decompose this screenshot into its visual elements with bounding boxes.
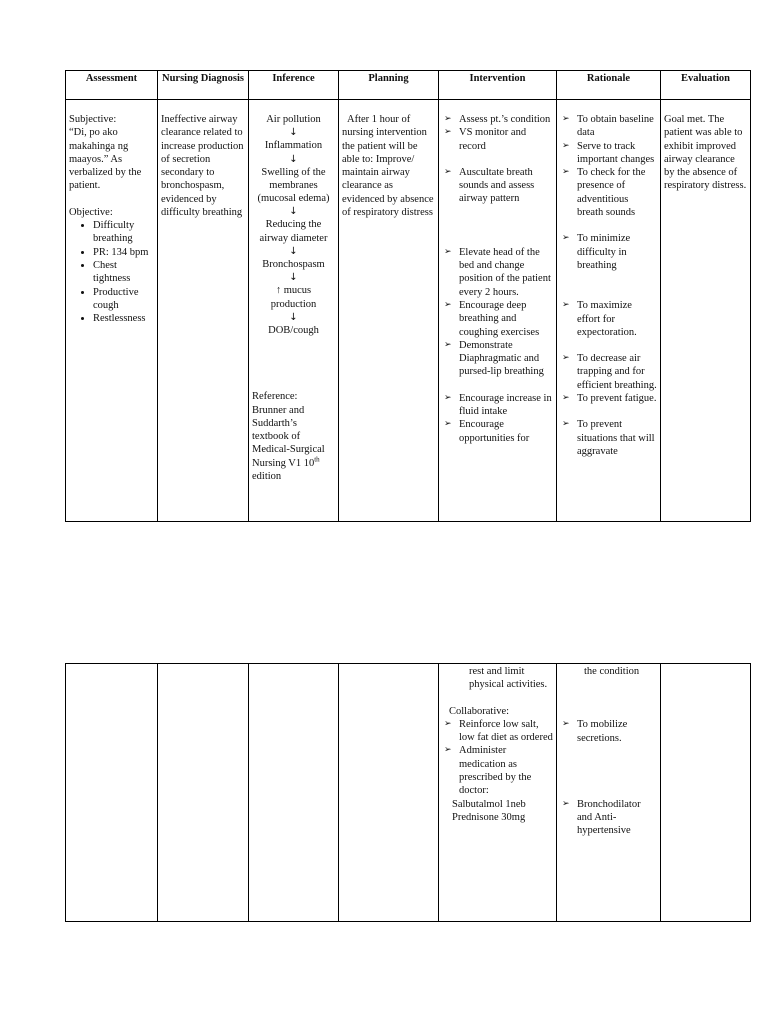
diagnosis-text: Ineffective airway clearance related to increase production of secretion secondary to bronchospasm, evidenced by difficulty breathing <box>161 114 244 219</box>
intervention-cell <box>439 100 557 522</box>
list-item: ➢ Auscultate breath sounds and assess airway pattern <box>442 166 553 206</box>
inference-cell <box>249 664 339 922</box>
list-item: ➢ To decrease air trapping and for efficient breathing. <box>560 352 657 392</box>
list-item: ➢ To mobilize secretions. <box>560 718 657 745</box>
list-item: ➢ Encourage opportunities for <box>442 418 553 445</box>
list-item: ➢ Encourage deep breathing and coughing exercises <box>442 299 553 339</box>
intervention-list <box>442 113 553 445</box>
list-item: ➢ To prevent fatigue. <box>560 392 657 405</box>
planning-cell <box>339 664 439 922</box>
inference-step: Bronchospasm <box>262 259 325 271</box>
header-row <box>66 71 751 100</box>
list-item: ➢ VS monitor and record <box>442 126 553 153</box>
inference-step: Reducing the airway diameter <box>259 219 328 244</box>
diagnosis-cell <box>158 100 249 522</box>
list-item: • Restlessness <box>93 312 154 325</box>
list-item: ➢ Assess pt.’s condition <box>442 113 553 126</box>
inference-step: DOB/cough <box>268 324 319 336</box>
evaluation-cell <box>661 100 751 522</box>
inference-step: Inflammation <box>264 140 323 152</box>
inference-step: ↑ mucus production <box>270 285 317 310</box>
subjective-text: “Di, po ako makahinga ng maayos.” As verbalized by the patient. <box>69 127 142 192</box>
down-arrow-icon: ↓ <box>289 246 298 258</box>
nursing-care-plan-table-continued <box>65 663 751 922</box>
header-planning: Planning <box>339 71 439 100</box>
table-row <box>66 100 751 522</box>
list-item: ➢ Serve to track important changes <box>560 140 657 167</box>
planning-text: After 1 hour of nursing intervention the patient will be able to: Improve/ maintain airway clearance as evidenced by absence of respiratory distress <box>342 114 434 219</box>
header-assessment: Assessment <box>66 71 158 100</box>
subjective-label: Subjective: <box>69 114 117 125</box>
assessment-cell <box>66 664 158 922</box>
header-nursing-diagnosis: Nursing Diagnosis <box>158 71 249 100</box>
header-inference: Inference <box>249 71 339 100</box>
intervention-continuation: rest and limit physical activities. <box>469 666 548 691</box>
intervention-cell <box>439 664 557 922</box>
down-arrow-icon: ↓ <box>289 153 298 165</box>
objective-label: Objective: <box>69 206 113 218</box>
evaluation-cell <box>661 664 751 922</box>
list-item: ➢ To prevent situations that will aggravate <box>560 418 657 458</box>
rationale-list <box>560 718 657 837</box>
rationale-list <box>560 113 657 458</box>
list-item: ➢ Elevate head of the bed and change position of the patient every 2 hours. <box>442 246 553 299</box>
rationale-cell <box>557 664 661 922</box>
inference-cell <box>249 100 339 522</box>
down-arrow-icon: ↓ <box>289 127 298 139</box>
down-arrow-icon: ↓ <box>289 272 298 284</box>
list-item: ➢ Bronchodilator and Anti-hypertensive <box>560 798 657 838</box>
medication-item: Salbutalmol 1neb <box>452 798 526 810</box>
list-item: ➢ To check for the presence of adventitious breath sounds <box>560 166 657 219</box>
planning-cell <box>339 100 439 522</box>
table-row <box>66 664 751 922</box>
header-intervention: Intervention <box>439 71 557 100</box>
down-arrow-icon: ↓ <box>289 206 298 218</box>
inference-step: Air pollution <box>266 114 321 125</box>
medication-item: Prednisone 30mg <box>452 811 526 823</box>
reference-text: Brunner and Suddarth’s textbook of Medical-Surgical Nursing V1 10th edition <box>252 404 325 483</box>
down-arrow-icon: ↓ <box>289 311 298 323</box>
collaborative-label: Collaborative: <box>449 705 510 717</box>
reference-label: Reference: <box>252 391 298 403</box>
list-item: ➢ To obtain baseline data <box>560 113 657 140</box>
list-item: • Chest tightness <box>93 259 154 286</box>
list-item: • Productive cough <box>93 286 154 313</box>
rationale-cell <box>557 100 661 522</box>
list-item: • PR: 134 bpm <box>93 246 154 259</box>
list-item: ➢ Reinforce low salt, low fat diet as ordered <box>442 718 553 745</box>
header-evaluation: Evaluation <box>661 71 751 100</box>
collaborative-list <box>442 718 553 798</box>
evaluation-text: Goal met. The patient was able to exhibit improved airway clearance by the absence of respiratory distress. <box>664 114 747 192</box>
rationale-continuation: the condition <box>584 666 640 677</box>
list-item: • Difficulty breathing <box>93 219 154 246</box>
header-rationale: Rationale <box>557 71 661 100</box>
inference-step: Swelling of the membranes (mucosal edema) <box>257 166 330 205</box>
list-item: ➢ Administer medication as prescribed by the doctor: <box>442 744 553 797</box>
diagnosis-cell <box>158 664 249 922</box>
list-item: ➢ To minimize difficulty in breathing <box>560 232 657 272</box>
list-item: ➢ To maximize effort for expectoration. <box>560 299 657 339</box>
objective-list <box>69 219 154 325</box>
nursing-care-plan-table <box>65 70 751 522</box>
assessment-cell <box>66 100 158 522</box>
list-item: ➢ Demonstrate Diaphragmatic and pursed-lip breathing <box>442 339 553 379</box>
list-item: ➢ Encourage increase in fluid intake <box>442 392 553 419</box>
